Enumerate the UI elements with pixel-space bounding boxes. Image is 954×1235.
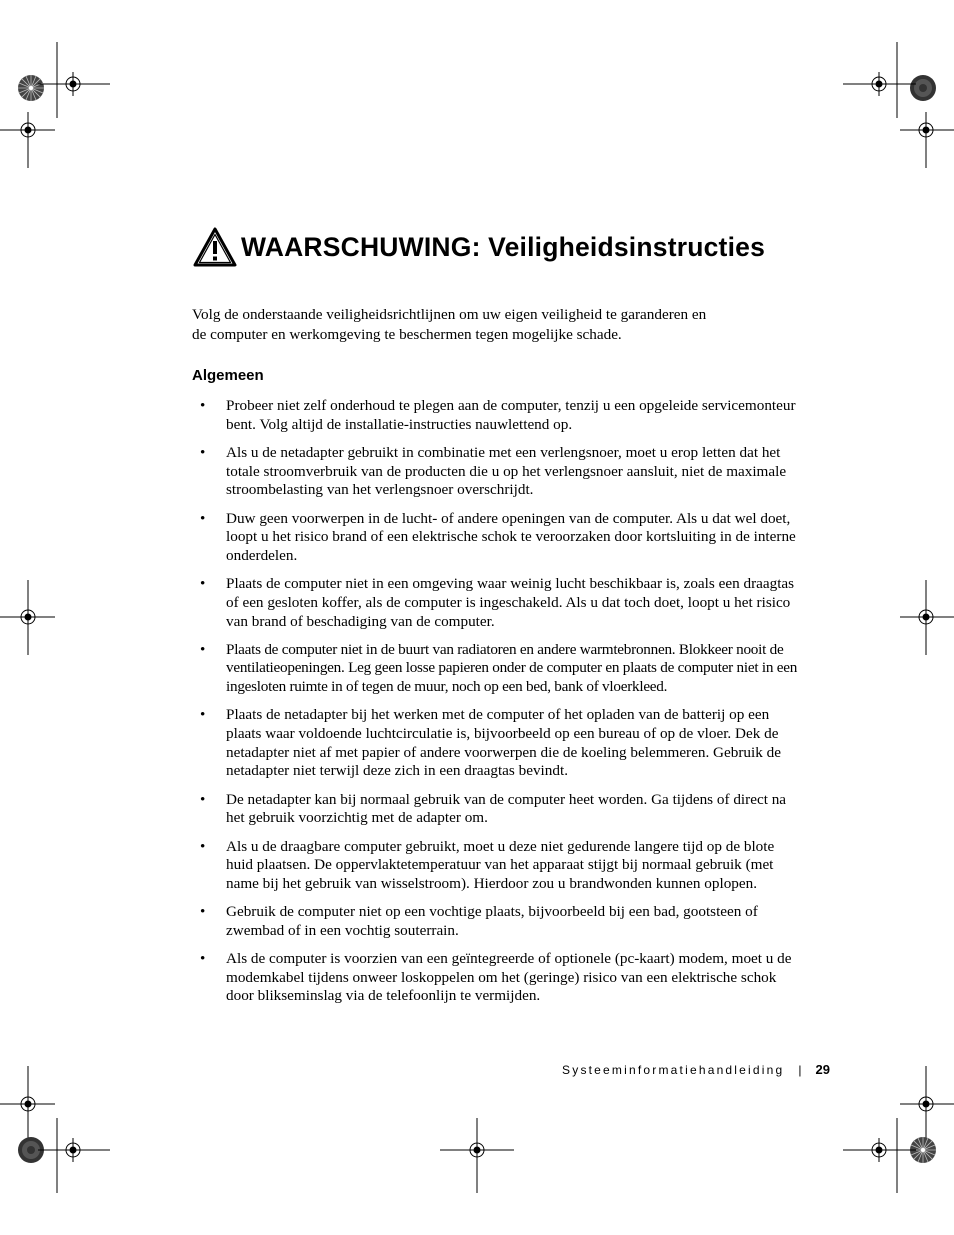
bullet-icon: • — [200, 790, 206, 808]
bullet-icon: • — [200, 397, 206, 414]
intro-line: de computer en werkomgeving te beschermen tegen mogelijke schade. — [192, 326, 622, 343]
list-item-text: Als u de draagbare computer gebruikt, moet u deze niet gedurende langere tijd op de blote huid plaatsen. De oppervlaktetemperatuur van het apparaat stijgt bij normaal gebruik (met name bij het gebruik van wisselstroom). Hierdoor zou u brandwonden kunnen oplopen. — [226, 837, 775, 892]
list-item-text: Als u de netadapter gebruikt in combinatie met een verlengsnoer, moet u erop letten dat het totale stroomverbruik van de producten die u op het verlengsnoer aansluit, niet de maximale stroombelasting van het verlengsnoer overschrijdt. — [226, 443, 787, 499]
page-footer — [562, 1062, 830, 1077]
warning-triangle-icon — [193, 226, 237, 268]
list-item — [192, 575, 804, 631]
list-item — [192, 444, 804, 500]
page-number: 29 — [815, 1062, 830, 1077]
list-item — [192, 706, 804, 781]
list-item — [192, 397, 804, 434]
list-item — [192, 510, 804, 566]
footer-title: Systeeminformatiehandleiding — [562, 1062, 785, 1077]
bullet-icon: • — [200, 837, 206, 855]
bullet-icon: • — [200, 443, 206, 461]
list-item-text: Plaats de netadapter bij het werken met de computer of het opladen van de batterij op een plaats waar voldoende luchtcirculatie is, bijvoorbeeld op een bureau of op de vloer. Dek de netadapter niet af met papier of andere voorwerpen die de koeling belemmeren. Gebruik de netadapter niet terwijl deze zich in een draagtas bevindt. — [226, 706, 781, 780]
footer-separator: | — [798, 1062, 802, 1077]
section-heading: Algemeen — [192, 367, 264, 384]
list-item-text: Gebruik de computer niet op een vochtige plaats, bijvoorbeeld bij een bad, gootsteen of zwembad of in een vochtig souterrain. — [226, 903, 758, 939]
bullet-icon: • — [200, 950, 206, 968]
list-item-text: Probeer niet zelf onderhoud te plegen aan de computer, tenzij u een opgeleide servicemonteur bent. Volg altijd de installatie-instructies nauwlettend op. — [226, 397, 796, 433]
list-item — [192, 950, 804, 1006]
intro-paragraph — [192, 305, 792, 345]
bullet-icon: • — [200, 706, 206, 724]
bullet-icon: • — [200, 903, 206, 921]
list-item-text: Plaats de computer niet in de buurt van radiatoren en andere warmtebronnen. Blokkeer nooit de ventilatieopeningen. Leg geen losse papieren onder de computer en plaats de computer niet in een ingesloten ruimte in of tegen de muur, noch op een bed, bank of vloerkleed. — [226, 640, 798, 696]
bullet-icon: • — [200, 575, 206, 593]
list-item — [192, 641, 804, 697]
bullet-icon: • — [200, 640, 206, 658]
list-item-text: De netadapter kan bij normaal gebruik van de computer heet worden. Ga tijdens of direct na het gebruik voorzichtig met de adapter om. — [226, 790, 787, 827]
list-item — [192, 903, 804, 940]
list-item-text: Als de computer is voorzien van een geïntegreerde of optionele (pc-kaart) modem, moet u de modemkabel tijdens onweer loskoppelen om het (geringe) risico van een elektrische schok door blikseminslag via de telefoonlijn te vermijden. — [226, 950, 792, 1005]
list-item — [192, 838, 804, 894]
title-row — [193, 226, 765, 268]
list-item-text: Duw geen voorwerpen in de lucht- of andere openingen van de computer. Als u dat wel doet, loopt u het risico brand of een elektrische schok te veroorzaken door kortsluiting in de interne onderdelen. — [226, 509, 796, 564]
intro-line: Volg de onderstaande veiligheidsrichtlijnen om uw eigen veiligheid te garanderen en — [192, 306, 707, 323]
page-title: WAARSCHUWING: Veiligheidsinstructies — [241, 231, 766, 262]
list-item — [192, 791, 804, 828]
safety-list — [192, 397, 804, 1016]
bullet-icon: • — [200, 509, 206, 527]
list-item-text: Plaats de computer niet in een omgeving waar weinig lucht beschikbaar is, zoals een draagtas of een gesloten koffer, als de computer is ingeschakeld. Als u dat toch doet, loopt u het risico van brand of beschadiging van de computer. — [226, 575, 795, 630]
